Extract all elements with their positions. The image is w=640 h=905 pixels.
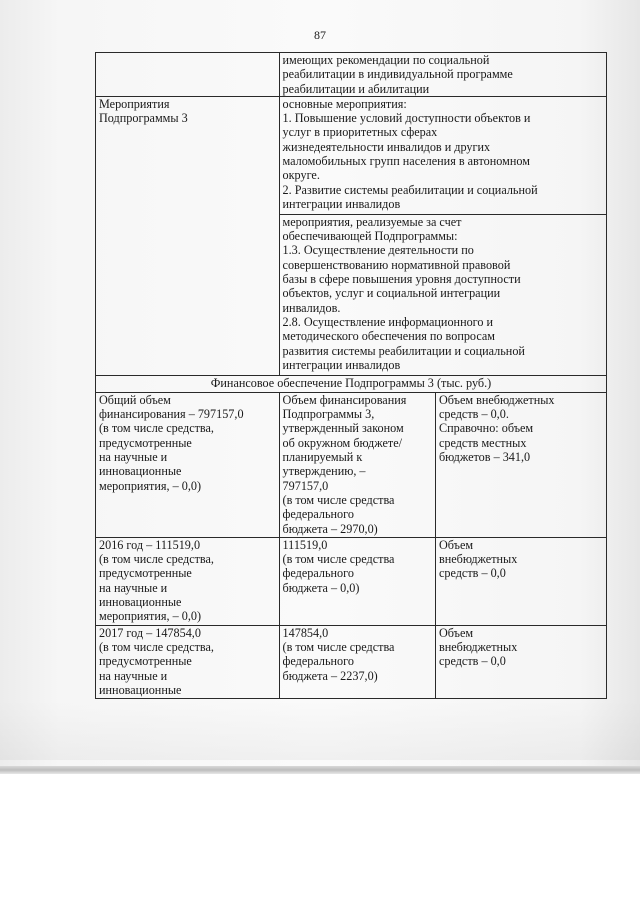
- text-line: финансирования – 797157,0: [99, 407, 244, 422]
- empty-label-cell: [96, 53, 280, 97]
- text-line: (в том числе средства: [282, 492, 395, 507]
- main-measures-cell: [279, 96, 606, 214]
- table-row: [96, 392, 607, 537]
- table-row: [96, 625, 607, 698]
- year-2016-cell: [96, 537, 280, 625]
- year-2017-extrabudget-cell: [435, 625, 606, 698]
- text-line: маломобильных групп населения в автономном: [282, 154, 530, 169]
- supporting-measures-cell: [279, 214, 606, 375]
- text-line: 147854,0: [282, 625, 329, 640]
- text-line: округе.: [282, 168, 320, 183]
- text-line: методического обеспечения по вопросам: [282, 329, 496, 344]
- text-line: на научные и: [99, 450, 168, 465]
- year-2017-budget-cell: [279, 625, 435, 698]
- year-2016-extrabudget-cell: [435, 537, 606, 625]
- text-line: предусмотренные: [99, 566, 192, 581]
- text-line: реабилитации в индивидуальной программе: [282, 67, 513, 82]
- text-line: обеспечивающей Подпрограммы:: [282, 229, 458, 244]
- text-line: внебюджетных: [438, 640, 518, 655]
- scan-bottom-edge: [0, 766, 640, 774]
- row-label: Подпрограммы 3: [99, 111, 188, 126]
- text-line: средств – 0,0: [438, 654, 506, 669]
- row-label: Мероприятия: [99, 96, 170, 111]
- text-line: Объем финансирования: [282, 392, 407, 407]
- text-line: внебюджетных: [438, 552, 518, 567]
- subprogram-passport-table: [95, 52, 607, 699]
- financing-header: Финансовое обеспечение Подпрограммы 3 (тыс. руб.): [96, 375, 607, 392]
- text-line: (в том числе средства: [282, 640, 395, 655]
- text-line: (в том числе средства,: [99, 640, 214, 655]
- text-line: Объем внебюджетных: [438, 392, 555, 407]
- text-line: 2017 год – 147854,0: [99, 625, 201, 640]
- text-line: интеграции инвалидов: [282, 357, 401, 372]
- text-line: реабилитации и абилитации: [282, 81, 430, 96]
- text-line: федерального: [282, 507, 354, 522]
- text-line: развития системы реабилитации и социальной: [282, 343, 525, 358]
- text-line: на научные и: [99, 580, 168, 595]
- text-line: Подпрограммы 3,: [282, 407, 375, 422]
- text-line: жизнедеятельности инвалидов и других: [282, 139, 491, 154]
- text-line: объектов, услуг и социальной интеграции: [282, 286, 501, 301]
- text-line: инновационные: [99, 595, 182, 610]
- text-line: 111519,0: [282, 537, 328, 552]
- text-line: 1.3. Осуществление деятельности по: [282, 243, 474, 258]
- text-line: на научные и: [99, 668, 168, 683]
- text-line: бюджета – 2237,0): [282, 668, 378, 683]
- text-line: основные мероприятия:: [282, 96, 407, 111]
- text-line: (в том числе средства,: [99, 421, 214, 436]
- text-line: (в том числе средства: [282, 552, 395, 567]
- text-line: планируемый к: [282, 450, 363, 465]
- text-line: Объем: [438, 537, 474, 552]
- text-line: базы в сфере повышения уровня доступности: [282, 272, 521, 287]
- table-row: [96, 537, 607, 625]
- table-row: [96, 96, 607, 214]
- text-line: предусмотренные: [99, 654, 192, 669]
- text-line: средств – 0,0.: [438, 407, 509, 422]
- text-line: предусмотренные: [99, 435, 192, 450]
- scan-shadow: [0, 700, 640, 760]
- financing-budget-cell: [279, 392, 435, 537]
- text-line: 2. Развитие системы реабилитации и социальной: [282, 182, 538, 197]
- text-line: (в том числе средства,: [99, 552, 214, 567]
- text-line: Справочно: объем: [438, 421, 534, 436]
- text-line: 797157,0: [282, 478, 329, 493]
- text-line: инновационные: [99, 464, 182, 479]
- financing-extrabudget-cell: [435, 392, 606, 537]
- text-line: интеграции инвалидов: [282, 196, 401, 211]
- text-line: инвалидов.: [282, 300, 341, 315]
- text-line: об окружном бюджете/: [282, 435, 402, 450]
- text-line: 1. Повышение условий доступности объектов и: [282, 111, 531, 126]
- text-line: мероприятия, – 0,0): [99, 478, 202, 493]
- text-line: утверждению, –: [282, 464, 366, 479]
- page-number: 87: [314, 28, 326, 42]
- text-line: мероприятия, реализуемые за счет: [282, 214, 462, 229]
- text-line: федерального: [282, 566, 354, 581]
- text-line: услуг в приоритетных сферах: [282, 125, 438, 140]
- text-line: средств местных: [438, 435, 527, 450]
- text-line: мероприятия, – 0,0): [99, 609, 202, 624]
- measures-label-cell: [96, 96, 280, 375]
- year-2017-cell: [96, 625, 280, 698]
- text-line: инновационные: [99, 683, 182, 698]
- text-line: совершенствованию нормативной правовой: [282, 257, 511, 272]
- text-cell: [279, 53, 606, 97]
- financing-total-cell: [96, 392, 280, 537]
- table-row: [96, 375, 607, 392]
- text-line: бюджета – 2970,0): [282, 521, 378, 536]
- text-line: бюджета – 0,0): [282, 580, 360, 595]
- text-line: средств – 0,0: [438, 566, 506, 581]
- text-line: Объем: [438, 625, 474, 640]
- table-row: [96, 53, 607, 97]
- text-line: Общий объем: [99, 392, 171, 407]
- text-line: 2.8. Осуществление информационного и: [282, 314, 494, 329]
- year-2016-budget-cell: [279, 537, 435, 625]
- text-line: имеющих рекомендации по социальной: [282, 53, 490, 67]
- text-line: 2016 год – 111519,0: [99, 537, 201, 552]
- text-line: федерального: [282, 654, 354, 669]
- text-line: бюджетов – 341,0: [438, 450, 531, 465]
- text-line: утвержденный законом: [282, 421, 404, 436]
